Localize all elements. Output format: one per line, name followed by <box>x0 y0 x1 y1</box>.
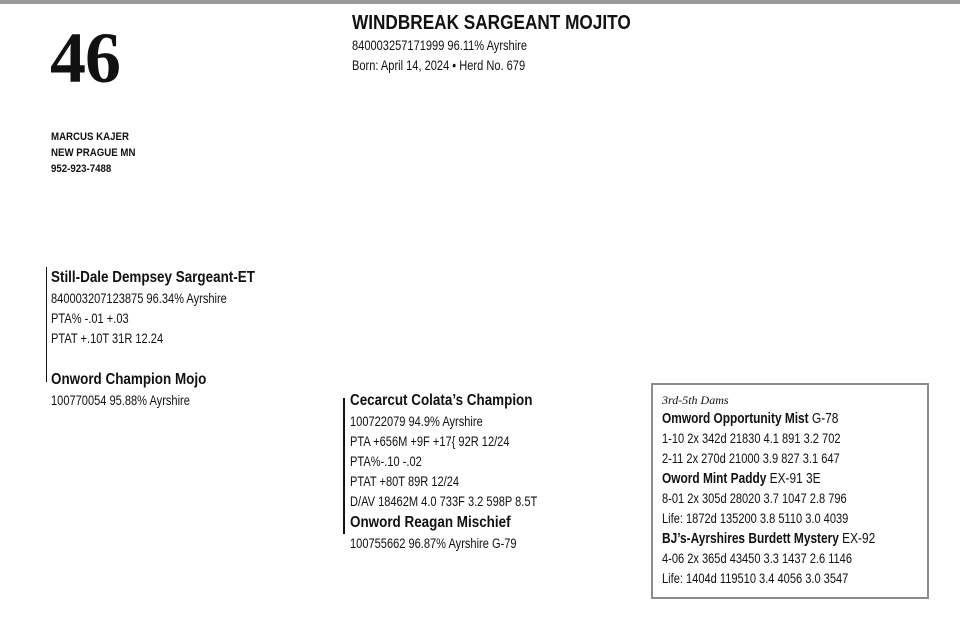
animal-header <box>352 10 676 76</box>
consignor-location: NEW PRAGUE MN <box>51 147 136 159</box>
sire-block <box>46 267 294 382</box>
animal-name: WINDBREAK SARGEANT MOJITO <box>352 12 631 34</box>
sire-name: Still-Dale Dempsey Sargeant-ET <box>51 269 255 286</box>
dam-3-name-line <box>662 409 879 429</box>
dam-block <box>51 369 236 411</box>
dam-3-record: 1-10 2x 342d 21830 4.1 891 3.2 702 <box>662 431 841 446</box>
dam-id-line: 100770054 95.88% Ayrshire <box>51 393 190 408</box>
third-fifth-dams-box <box>651 383 929 599</box>
maternal-grandsire-pta: PTA +656M +9F +17{ 92R 12/24 <box>350 434 510 449</box>
maternal-grandsire-id-line: 100722079 94.9% Ayrshire <box>350 414 483 429</box>
dam-4-classification: EX-91 3E <box>766 471 821 487</box>
maternal-granddam-name: Onword Reagan Mischief <box>350 514 511 531</box>
dam-4-lifetime-record: Life: 1872d 135200 3.8 5110 3.0 4039 <box>662 511 849 526</box>
maternal-granddam-id-line: 100755662 96.87% Ayrshire G-79 <box>350 536 517 551</box>
dams-box-title: 3rd-5th Dams <box>662 393 729 407</box>
sire-id-line: 840003207123875 96.34% Ayrshire <box>51 291 227 306</box>
consignor-phone: 952-923-7488 <box>51 163 112 175</box>
animal-born-line: Born: April 14, 2024 • Herd No. 679 <box>352 58 526 73</box>
dam-3-name: Omword Opportunity Mist <box>662 411 809 427</box>
maternal-grandsire-ptat: PTAT +80T 89R 12/24 <box>350 474 460 489</box>
dam-4-name-line <box>662 469 879 489</box>
dam-5-name: BJ’s-Ayrshires Burdett Mystery <box>662 531 839 547</box>
dam-5-classification: EX-92 <box>838 531 876 547</box>
pedigree-bracket-line <box>343 398 345 534</box>
dam-5-lifetime-record: Life: 1404d 119510 3.4 4056 3.0 3547 <box>662 571 849 586</box>
dam-name: Onword Champion Mojo <box>51 371 207 388</box>
maternal-grandsire-name: Cecarcut Colata’s Champion <box>350 392 533 409</box>
dam-5-name-line <box>662 529 879 549</box>
consignor-info <box>51 129 147 177</box>
sire-ptat: PTAT +.10T 31R 12.24 <box>51 331 164 346</box>
dam-4-name: Oword Mint Paddy <box>662 471 767 487</box>
lot-number: 46 <box>50 18 120 98</box>
animal-id-line: 840003257171999 96.11% Ayrshire <box>352 38 528 53</box>
dam-3-classification: G-78 <box>808 411 839 427</box>
dam-5-record: 4-06 2x 365d 43450 3.3 1437 2.6 1146 <box>662 551 852 566</box>
maternal-grandsire-dav: D/AV 18462M 4.0 733F 3.2 598P 8.5T <box>350 494 538 509</box>
dam-3-record: 2-11 2x 270d 21000 3.9 827 3.1 647 <box>662 451 840 466</box>
maternal-pedigree-block <box>350 390 578 554</box>
sire-pta-pct: PTA% -.01 +.03 <box>51 311 129 326</box>
maternal-grandsire-pta-pct: PTA%-.10 -.02 <box>350 454 422 469</box>
consignor-name: MARCUS KAJER <box>51 131 129 143</box>
dam-4-record: 8-01 2x 305d 28020 3.7 1047 2.8 796 <box>662 491 847 506</box>
top-rule <box>0 0 960 4</box>
